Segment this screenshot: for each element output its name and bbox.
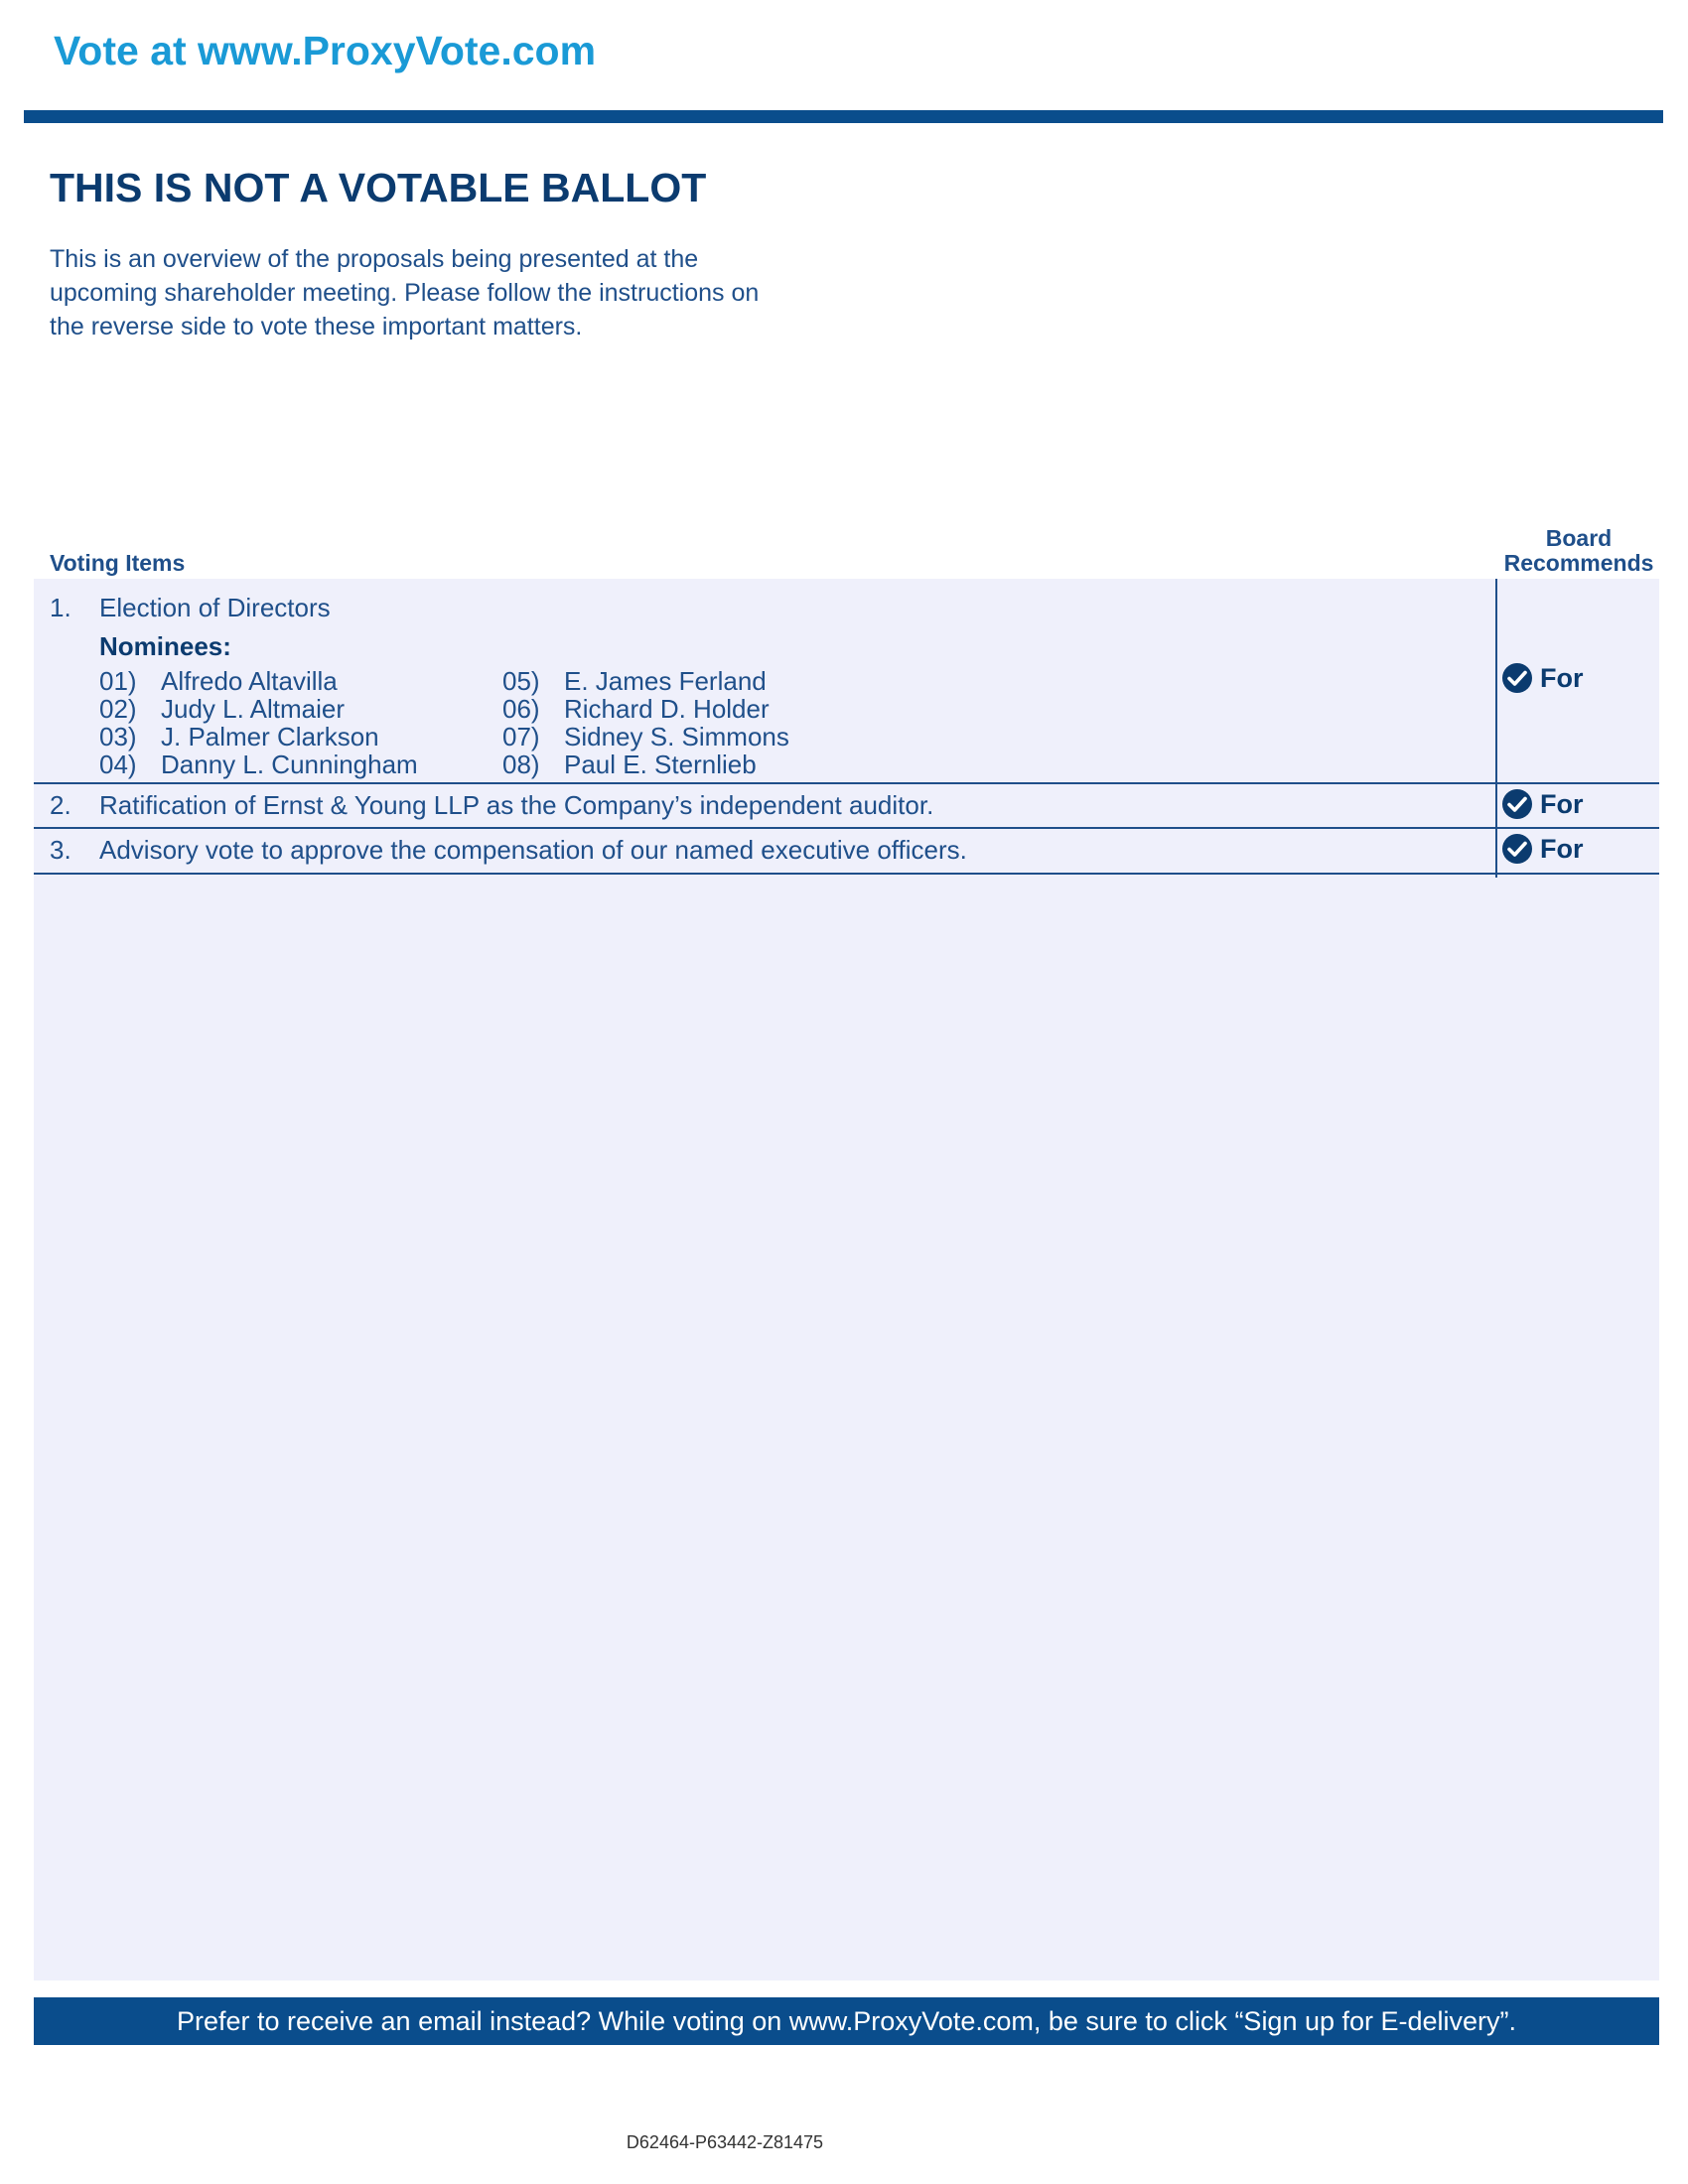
recommendation-label: For xyxy=(1540,788,1584,819)
nominee-number: 06) xyxy=(502,694,540,724)
board-label-line: Recommends xyxy=(1503,550,1654,576)
edelivery-banner xyxy=(34,1997,1659,2045)
nominee xyxy=(502,751,757,778)
nominee-name: Judy L. Altmaier xyxy=(161,694,345,724)
recommendation xyxy=(1501,662,1584,694)
row-divider xyxy=(34,873,1659,875)
recommendation-label: For xyxy=(1540,662,1584,693)
check-circle-icon xyxy=(1501,662,1533,694)
edelivery-banner-text: Prefer to receive an email instead? While voting on www.ProxyVote.com, be sure to click “Sign up for E-delivery”. xyxy=(176,2005,1517,2036)
nominee-name: Danny L. Cunningham xyxy=(161,750,418,779)
intro-line: This is an overview of the proposals being presented at the xyxy=(50,245,699,273)
check-circle-icon xyxy=(1501,788,1533,820)
nominee xyxy=(502,667,767,695)
item-number: 1. xyxy=(50,593,71,622)
recommendation-label: For xyxy=(1540,833,1584,864)
nominee-number: 04) xyxy=(99,750,137,779)
nominee-number: 07) xyxy=(502,722,540,751)
item-text-compensation: Advisory vote to approve the compensation of our named executive officers. xyxy=(99,835,967,865)
nominee-number: 05) xyxy=(502,666,540,696)
voting-items-header: Voting Items xyxy=(50,550,186,576)
nominee-name: Alfredo Altavilla xyxy=(161,666,338,696)
check-circle-icon xyxy=(1501,833,1533,865)
nominee xyxy=(99,723,379,751)
item-number: 2. xyxy=(50,790,71,820)
nominee-name: J. Palmer Clarkson xyxy=(161,722,379,751)
intro-line: upcoming shareholder meeting. Please follow the instructions on xyxy=(50,279,760,307)
nominee-number: 01) xyxy=(99,666,137,696)
nominee-name: Sidney S. Simmons xyxy=(564,722,789,751)
nominee xyxy=(99,751,418,778)
board-label-line: Board xyxy=(1545,525,1613,551)
nominee xyxy=(502,723,789,751)
board-recommends-header xyxy=(1489,526,1668,576)
nominee-name: E. James Ferland xyxy=(564,666,767,696)
intro-text xyxy=(50,242,834,343)
recommendation xyxy=(1501,833,1584,865)
nominee-name: Richard D. Holder xyxy=(564,694,770,724)
page-title: THIS IS NOT A VOTABLE BALLOT xyxy=(50,165,707,210)
document-code: D62464-P63442-Z81475 xyxy=(626,2132,824,2152)
row-divider xyxy=(34,827,1659,829)
item-number: 3. xyxy=(50,835,71,865)
header-divider xyxy=(24,110,1663,123)
nominee-number: 08) xyxy=(502,750,540,779)
page-header-title: Vote at www.ProxyVote.com xyxy=(54,28,597,73)
recommendation xyxy=(1501,788,1584,820)
item-text-auditor: Ratification of Ernst & Young LLP as the Company’s independent auditor. xyxy=(99,790,934,820)
item-text-election: Election of Directors xyxy=(99,593,331,622)
nominee xyxy=(99,695,345,723)
row-divider xyxy=(34,782,1659,784)
nominees-label: Nominees: xyxy=(99,631,231,661)
nominee xyxy=(502,695,770,723)
column-divider xyxy=(1495,579,1497,878)
nominee xyxy=(99,667,338,695)
nominee-number: 02) xyxy=(99,694,137,724)
intro-line: the reverse side to vote these important matters. xyxy=(50,313,583,341)
nominee-name: Paul E. Sternlieb xyxy=(564,750,757,779)
nominee-number: 03) xyxy=(99,722,137,751)
voting-items-panel xyxy=(34,579,1659,1980)
